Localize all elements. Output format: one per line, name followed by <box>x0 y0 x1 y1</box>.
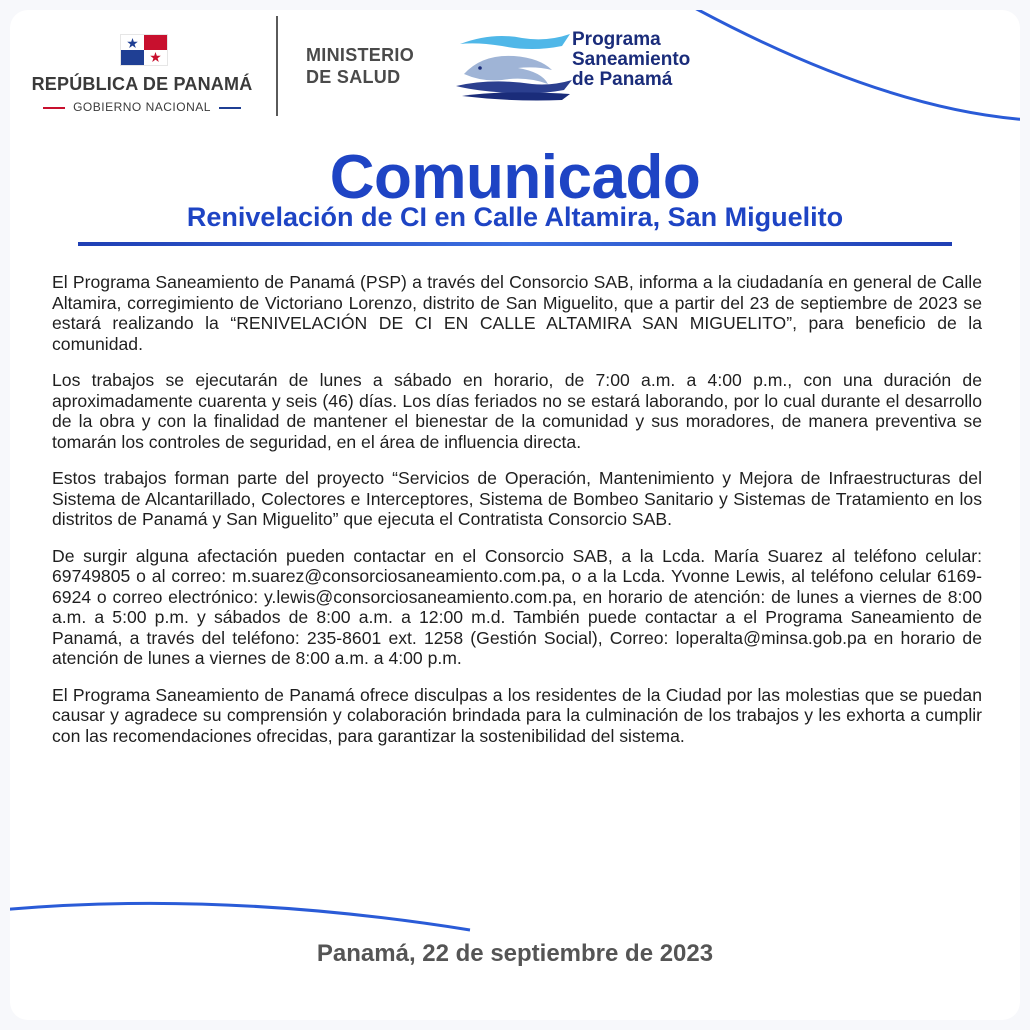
country-name: REPÚBLICA DE PANAMÁ <box>31 74 253 94</box>
title-underline <box>78 242 952 246</box>
program-line-3: de Panamá <box>572 69 673 90</box>
body-paragraph: Estos trabajos forman parte del proyecto “Servicios de Operación, Mantenimiento y Mejora de Infraestructuras del Sistema de Alcantarillado, Colectores e Interceptores, Sistema de Bombeo Sanitario y Sistemas de Tratamiento en los distritos de Panamá y San Miguelito” que ejecuta el Contratista Consorcio SAB. <box>52 468 982 529</box>
body-paragraph: El Programa Saneamiento de Panamá (PSP) a través del Consorcio SAB, informa a la ciudadanía en general de Calle Altamira, corregimiento de Victoriano Lorenzo, distrito de San Miguelito, que a partir del 23 de septiembre de 2023 se estará realizando la “RENIVELACIÓN DE CI EN CALLE ALTAMIRA SAN MIGUELITO”, para beneficio de la comunidad. <box>52 272 982 354</box>
government-text: GOBIERNO NACIONAL <box>73 100 211 114</box>
communique-card <box>10 10 1020 1020</box>
government-logo <box>22 34 262 124</box>
ministry-line-2: DE SALUD <box>306 67 401 87</box>
program-logo-text <box>572 30 772 90</box>
header-divider <box>276 16 278 116</box>
footer-date: Panamá, 22 de septiembre de 2023 <box>316 940 714 967</box>
panama-flag-icon <box>120 34 168 66</box>
body-paragraph: De surgir alguna afectación pueden contactar en el Consorcio SAB, a la Lcda. María Suarez al teléfono celular: 69749805 o al correo: m.suarez@consorciosaneamiento.com.pa, o a la Lcda. Yvonne Lewis, al teléfono celular 6169-6924 o correo electrónico: y.lewis@consorciosaneamiento.com.pa, en horario de atención: de lunes a viernes de 8:00 a.m. a 5:00 p.m. y sábados de 8:00 a.m. a 12:00 m.d. También puede contactar a el Programa Saneamiento de Panamá, a través del teléfono: 235-8601 ext. 1258 (Gestión Social), Correo: loperalta@minsa.gob.pa en horario de atención de lunes a viernes de 8:00 a.m. a 4:00 p.m. <box>52 545 982 668</box>
communique-body <box>52 272 982 762</box>
program-line-1: Programa <box>572 29 661 50</box>
dolphin-icon <box>452 24 574 104</box>
body-paragraph: El Programa Saneamiento de Panamá ofrece disculpas a los residentes de la Ciudad por las molestias que se puedan causar y agradece su comprensión y colaboración brindada para la culminación de los trabajos y les exhorta a cumplir con las recomendaciones ofrecidas, para garantizar la sostenibilidad del sistema. <box>52 684 982 746</box>
page-title: Comunicado <box>329 143 701 212</box>
program-line-2: Saneamiento <box>572 49 691 70</box>
ministry-logo <box>306 44 446 88</box>
page-subtitle: Renivelación de CI en Calle Altamira, San Miguelito <box>186 202 844 232</box>
body-paragraph: Los trabajos se ejecutarán de lunes a sábado en horario, de 7:00 a.m. a 4:00 p.m., con una duración de aproximadamente cuarenta y seis (46) días. Los días feriados no se estará laborando, por lo cual durante el desarrollo de la obra y con la finalidad de mantener el bienestar de la comunidad y sus moradores, de manera preventiva se tomarán los controles de seguridad, en el área de influencia directa. <box>52 370 982 452</box>
ministry-line-1: MINISTERIO <box>306 45 415 65</box>
government-label <box>22 100 262 114</box>
